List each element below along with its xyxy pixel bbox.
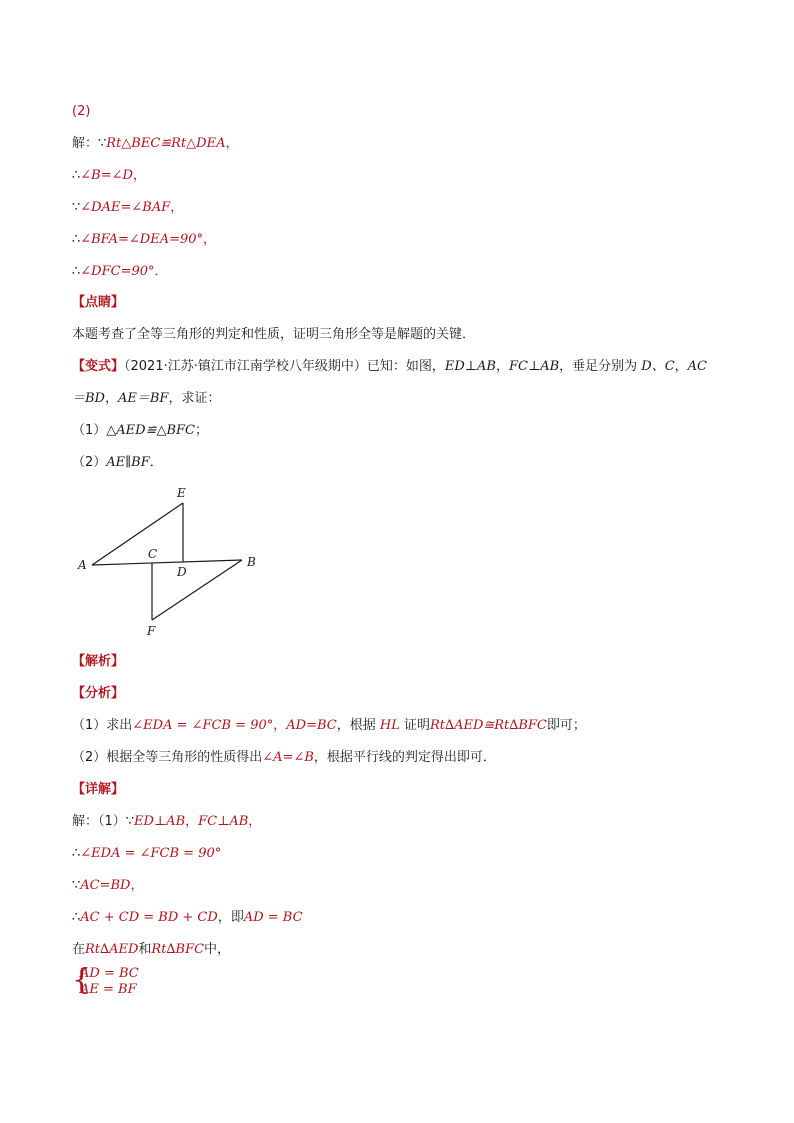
analysis-text: （2）根据全等三角形的性质得出 xyxy=(72,750,263,765)
line-suffix: ， xyxy=(225,136,239,151)
analysis-math: ∠EDA = ∠FCB = 90° xyxy=(132,718,274,733)
detail-line-5 xyxy=(72,941,230,959)
system-equation-1: AD = BC xyxy=(80,966,139,981)
analysis-math: ∠A=∠B xyxy=(262,750,314,765)
line-prefix: ∴ xyxy=(72,168,81,183)
label-b: B xyxy=(247,555,256,569)
question-end: ． xyxy=(149,455,163,470)
statement-text: ， xyxy=(495,359,509,374)
detail-line-2 xyxy=(72,845,221,863)
detail-text: 和 xyxy=(138,942,152,957)
line-prefix: ∴ xyxy=(72,232,81,247)
label-a: A xyxy=(78,558,87,572)
question-label: （2） xyxy=(72,455,107,470)
question-end: ； xyxy=(195,423,209,438)
detail-text: ∴ xyxy=(72,910,81,925)
equation-system xyxy=(72,963,152,1000)
solution-line-2 xyxy=(72,167,146,185)
label-c: C xyxy=(148,547,158,561)
detail-math: FC⊥AB xyxy=(198,814,249,829)
system-equation-2: AE = BF xyxy=(80,982,137,997)
analysis-line-2 xyxy=(72,749,496,767)
line-suffix: ， xyxy=(170,200,184,215)
question-2 xyxy=(72,454,163,472)
detail-math: ED⊥AB xyxy=(134,814,186,829)
line-suffix: ， xyxy=(132,168,146,183)
detail-text: 在 xyxy=(72,942,86,957)
detail-math: ∠EDA = ∠FCB = 90° xyxy=(80,846,222,861)
label-d: D xyxy=(177,565,187,579)
detail-math: Rt∆BFC xyxy=(151,942,205,957)
detail-line-4 xyxy=(72,909,303,927)
label-f: F xyxy=(147,624,156,638)
dianjing-heading: 【点睛】 xyxy=(72,295,125,310)
line-suffix: ， xyxy=(203,232,217,247)
analysis-math: HL xyxy=(379,718,400,733)
detail-text: ， xyxy=(185,814,199,829)
jiexi-heading: 【解析】 xyxy=(72,654,125,669)
xiangjie-heading: 【详解】 xyxy=(72,782,125,797)
angle-equality: ∠BFA=∠DEA=90° xyxy=(80,232,204,247)
detail-text: ，即 xyxy=(217,910,244,925)
left-brace: { xyxy=(72,963,92,998)
analysis-text: ， xyxy=(273,718,287,733)
statement-math: AE＝BF xyxy=(118,391,169,406)
statement-text: ，垂足分别为 xyxy=(559,359,642,374)
detail-text: 解：（1）∵ xyxy=(72,814,135,829)
question-math: △AED≌△BFC xyxy=(106,423,195,438)
analysis-text: 即可； xyxy=(546,718,586,733)
statement-math: FC⊥AB xyxy=(509,359,560,374)
solution-line-1 xyxy=(72,135,239,153)
detail-math: AC=BD xyxy=(80,878,131,893)
line-prefix: ∴ xyxy=(72,264,81,279)
detail-text: ， xyxy=(248,814,262,829)
line-prefix: ∵ xyxy=(72,200,81,215)
analysis-math: Rt∆AED≅Rt∆BFC xyxy=(429,718,547,733)
angle-conclusion: ∠DFC=90° xyxy=(80,264,155,279)
congruence-statement: Rt△BEC≌Rt△DEA xyxy=(106,136,226,151)
line-prefix: 解：∵ xyxy=(72,136,107,151)
angle-equality: ∠DAE=∠BAF xyxy=(80,200,171,215)
question-1 xyxy=(72,422,208,440)
detail-text: 中， xyxy=(204,942,231,957)
detail-math: AD = BC xyxy=(243,910,303,925)
label-e: E xyxy=(177,486,186,500)
part-label: (2) xyxy=(72,104,91,119)
solution-line-5 xyxy=(72,263,168,281)
analysis-math: AD=BC xyxy=(286,718,337,733)
statement-math: D、C xyxy=(641,359,675,374)
analysis-text: ，根据 xyxy=(336,718,380,733)
statement-math: ED⊥AB xyxy=(444,359,496,374)
angle-equality: ∠B=∠D xyxy=(80,168,133,183)
solution-line-4 xyxy=(72,231,216,249)
statement-text: ， xyxy=(104,391,118,406)
analysis-line-1 xyxy=(72,717,586,735)
detail-math: AC + CD = BD + CD xyxy=(80,910,218,925)
variant-source: （2021·江苏·镇江市江南学校八年级期中） xyxy=(124,359,367,374)
analysis-text: （1）求出 xyxy=(72,718,133,733)
dianjing-text: 本题考查了全等三角形的判定和性质，证明三角形全等是解题的关键． xyxy=(72,327,476,342)
statement-text: 已知：如图， xyxy=(366,359,445,374)
detail-text: ， xyxy=(130,878,144,893)
question-label: （1） xyxy=(72,423,107,438)
line-suffix: ． xyxy=(154,264,168,279)
statement-text: ， xyxy=(674,359,688,374)
detail-line-1 xyxy=(72,813,261,831)
variant-statement-line-2 xyxy=(72,390,220,408)
solution-line-3 xyxy=(72,199,183,217)
statement-math: ＝BD xyxy=(72,391,105,406)
detail-text: ∵ xyxy=(72,878,81,893)
analysis-text: 证明 xyxy=(399,718,430,733)
variant-statement-line-1 xyxy=(72,358,707,376)
detail-text: ∴ xyxy=(72,846,81,861)
statement-math: AC xyxy=(687,359,708,374)
question-math: AE∥BF xyxy=(106,455,150,470)
geometry-figure xyxy=(70,480,270,645)
fenxi-heading: 【分析】 xyxy=(72,686,125,701)
statement-text: ，求证： xyxy=(168,391,221,406)
detail-math: Rt∆AED xyxy=(85,942,139,957)
variant-heading: 【变式】 xyxy=(72,359,125,374)
segment-ab xyxy=(92,560,242,565)
segment-ae xyxy=(92,503,183,565)
analysis-text: ，根据平行线的判定得出即可． xyxy=(313,750,496,765)
detail-line-3 xyxy=(72,877,144,895)
segment-fb xyxy=(152,560,242,620)
